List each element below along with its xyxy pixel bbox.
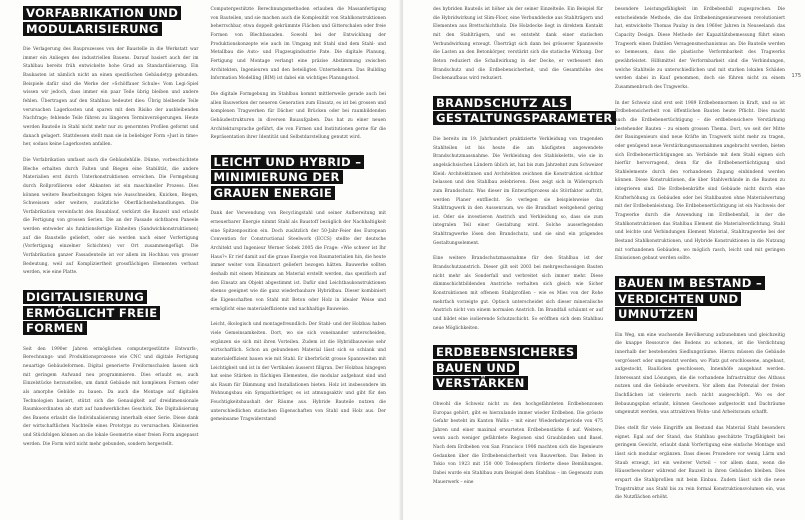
paragraph: besondere Leistungsfähigkeit im Erdbebenfall zugesprochen. Die entscheidende Methode, die das Erdbebeningenieurwesen revolutioniert hat, entwickelte Thomas Paulay in den 1960er Jahren in Neuseeland: das Capacity Design. Diese Methode der Kapazitätsbemessung führt einen Tragwerk einen Duktilen Versagensmechanismus an: Die Bauteile werden so bemessen, dass die plastische Verformbarkeit des Tragwerks gewährleistet. Hilfsmittel der Verformbarkeit sind die Verbindungen, welche Stahlteile zu unterschiedlichen und mit starken lokalen Schäden werden dabei in Kauf genommen, doch sie führen nicht zu einem Zusammenbruch des Tragwerks. xyxy=(615,7,785,90)
section-heading-vorfabrikation: VORFABRIKATION UND MODULARISIERUNG xyxy=(23,6,199,37)
paragraph: Obwohl die Schweiz nicht zu den hochgefährdeten Erdbebenzonen Europas gehört, gibt es hierzulande immer wieder Erdbeben. Die grösste Gefahr besteht im Kanton Wallis – mit einer Wiederkehrperiode von 475 Jahren und einer maximal erwarteten Erdbebenstärke 6 auf. Weitere, wenn auch weniger gefährdete Regionen sind Graubünden und Basel. Nach dem Erdbeben von San Francisco 1906 machten sich die Ingenieure Gedanken über die Erdbebensicherheit von Bauwerken. Das Beben in Tokio von 1923 mit 150 000 Todesopfern förderte diese Bemühungen. Dabei wurde ein Stahlbau zum Beispiel dem Stahlbau – im Gegensatz zum Mauerwerk – eine xyxy=(433,401,603,485)
paragraph: Eine weitere Brandschutzmassnahme für den Stahlbau ist der Brandschutzanstrich. Dieser gilt seit 2003 bei mehrgeschossigen Bauten nicht mehr als Sonderfall und verbreitet sich immer mehr. Diese dämmschichtbildenden Anstriche verhalten sich gleich wie Sicher Konstruktionen mit offenem Stahlprofilen – wie es Mies von der Rohe mehrfach vorzeigte gut. Optisch unterscheidet sich dieser mineralische Anstrich nicht von einem normalen Anstrich. Im Brandfall schäumt er auf und bildet eine isolierende Schutzschicht. So eröffnen sich dem Stahlbau neue Möglichkeiten. xyxy=(433,256,603,331)
right-column-2 xyxy=(615,6,785,520)
right-column-1 xyxy=(433,6,613,520)
section-heading-leicht-hybrid: LEICHT UND HYBRID – MINIMIERUNG DER GRAUEN ENERGIE xyxy=(211,155,387,202)
right-page-columns xyxy=(433,6,785,520)
paragraph: Computergestützte Berechnungsmethoden erlauben die Massanfertigung von Bauteilen, und sie machen auch die Komplexität von Stahlkonstruktionen beherrschbar, etwa doppelt gekrümmte Flächen und Gitterschalen oder freie Formen von Blechfassaden. Sowohl bei der Entwicklung der Produktionskonzepte wie auch im Umgang mit Stahl sind dem Stahl- und Metallbau die Auto- und Flugzeugindustrie Pate. Die digitale Planung, Fertigung und Montage verlangt eine präzise Abstimmung zwischen Architekten, Ingenieuren und den beteiligten Unternehmern. Das Building Information Modelling (BIM) ist dabei ein wichtiges Planungstool. xyxy=(210,7,386,82)
paragraph: Seit den 1990er Jahren ermöglichen computergestützte Entwurfs-, Berechnungs- und Produktionsprozesse wie CNC und digitale Fertigung neuartige Gebäudeformen. Digital generierte Freiformschalen lassen sich mit geringem Aufwand neu programmieren. Dies erlaubt es, auch Einzelstücke herzustellen, um damit Gebäude mit komplexen Formen oder als amorphe Gebilde zu bauen. Da auch die Montage auf digitalen Technologien basiert, stützt sich die Genauigkeit auf dreidimensionale Raumkoordinaten ab statt auf handwerkliches Geschick. Die Digitalisierung des Bauens erlaubt die Individualisierung innerhalb einer Serie. Diese dank der wirtschaftlichen Nachteile eines Prototyps zu verursachen. Kleinserien und Stückfolgen können an die lokale Geometrie einer freien Form angepasst werden. Die Form wird nicht mehr gebunden, sondern hergestellt. xyxy=(23,346,199,447)
section-heading-erdbeben: ERDBEBENSICHERES BAUEN UND VERSTÄRKEN xyxy=(433,345,603,392)
paragraph: Dies stellt für viele Eingriffe am Bestand das Material Stahl besonders eignet. Egal auf der Stand, das Stahlbau geschätzte Tragfähigkeit bei geringem Gewicht, erlaubt dank Vorfertigung eine einfache Montage und lässt sich modular ergänzen. Dass dieses Prozedere vor wenig Lärm und Staub erzeugt, ist ein weiterer Vorteil – vor allem dann, wenn die Häuserbewohner während der Bauzeit in ihren Gebäuden bleiben. Dies erspart die Stahlprofilen mit beim Einbau. Zudem lässt sich die neue Tragstruktur aus Stahl bis zu rein formal Konstruktionsvolumen ein, was die Nutzflächen erhöht. xyxy=(615,426,785,501)
left-page-columns xyxy=(23,6,386,520)
left-page xyxy=(0,0,400,520)
paragraph: des hybriden Bauteils ist höher als der seiner Einzelteile. Ein Beispiel für die Hybridwirkung ist Slim-Floor, eine Verbunddecke aus Stahlträgern und Elementen aus Brettschichtholz. Die Holzdecke liegt in direktem Kontakt mit den Stahlträgern, und es entsteht dank einer statischen Verbundwirkung erzeugt. Überträgt sich dann bei grösserer Spannweite die Lasten an den Betonkörper, verstärkt sich die statische Wirkung. Der Beton reduziert die Schallwirkung in der Decke, er verbessert den Brandschutz und die Erdbebensicherheit, und die Gesamthöhe des Deckenaufbaus wird reduziert. xyxy=(433,7,603,82)
section-heading-digitalisierung: DIGITALISIERUNG ERMÖGLICHT FREIE FORMEN xyxy=(23,290,199,337)
page-number: 175 xyxy=(791,73,801,79)
paragraph: Die digitale Formgebung im Stahlbau kommt mittlerweile gerade auch bei allen Bauwerken der neueren Generation zum Einsatz, es ist bei grossen und komplexen Tragwerken für Dächer und Brücken oder bei raumbildenden Gebäudestrukturen in diversen Bauaufgaben. Das hat zu einer neuen Architektursprache geführt, die von Firmen und Institutionen gerne für die Repräsentation ihrer Identität und Selbstdarstellung genutzt wird. xyxy=(210,91,386,141)
paragraph: Ein Weg, um eine wachsende Bevölkerung aufzunehmen und gleichzeitig die knappe Ressource des Bodens zu schonen, ist die Verdichtung innerhalb der bestehenden Siedlungsräume. Hierzu müssen die Gebäude vergrössert oder umgenutzt werden, wo Platz gut erschlossene, angebaut, aufgestockt, Baulücken geschlossen, Innenhöfe ausgebaut werden. Interessant sind Lösungen, die die vorhandene Infrastruktur des Altbaus nutzen und die Gebäude erweitern. Vor allem das Potenzial der freien Dachflächen ist vielerorts noch nicht ausgeschöpft. Wo es der Bebauungsplan erlaubt, können Geschosse aufgestockt und Dachräume umgenutzt werden, was attraktiven Wohn- und Arbeitsraum schafft. xyxy=(615,332,785,416)
paragraph: Leicht, ökologisch und montagefreundlich: Der Stahl- und der Holzbau haben viele Gemeinsamkeiten. Dort, wo sie sich voneinander unterscheiden, ergänzen sie sich mit ihren Vorteilen. Zudem ist die Hybridbauweise sehr wirtschaftlich. Schon an gebundenen Material lässt sich so schlank und materialeffizient bauen wie mit Stahl. Er überbrückt grosse Spannweiten mit Leichtigkeit und ist in der Vertikalen äusserst filigran. Der Holzbau hingegen hat seine Stärken in flächigen Elementen, die modular aufgebaut sind und als Raum für Dämmung und Installationen bieten. Holz ist insbesondere im Wohnungsbau ein Sympathieträger, es ist atmungsaktiv und gibt für den Feuchtigkeitshaushalt der Räume aus. Hybride Bauteile nutzen die unterschiedlichen statischen Eigenschaften von Stahl und Holz aus. Der gemeinsame Tragwiderstand xyxy=(210,322,386,423)
paragraph: Die Vorfabrikation umfasst auch die Gebäudehülle. Dünne, vorbeschichtete Bleche erhalten durch Falten und Biegen eine Stabilität, die andere Materialien erst durch Unterkonstruktionen erreichen. Die Formgebung durch Rollprofilieren oder Abkanten ist ein maschineller Prozess. Dies können weitere Bearbeitungen folgen wie Ausschneiden, Knicken, Biegen, Schweissen oder weitere, zusätzliche Oberflächenbehandlungen. Die Vorfabrikation vereinfacht den Bauablauf, verkürzt die Bauzeit und erlaubt die Fertigung von grossen Serien. Die an der Fassade sichtbaren Paneele werden entweder als funktionsfertige Einheiten (Sandwichkonstruktionen) auf die Baustelle geliefert, oder sie werden nach einer Vorfertigung (Vorfertigung einzelner Schichten) vor Ort zusammengefügt. Die Vorfabrikation ganzer Fassadenteile ist vor allem im Hochbau von grosser Bedeutung, weil auf Kompliziertheit grossflächigen Elementen verbaut werden, wie eine Platte. xyxy=(23,157,199,276)
section-heading-bauen-im-bestand: BAUEN IM BESTAND – VERDICHTEN UND UMNUTZEN xyxy=(615,276,785,323)
paragraph: Die Verlagerung des Bauprozesses von der Baustelle in die Werkstatt war immer ein Anliegen des industriellen Bauens. Darauf basiert auch der im Stahlbau bereits früh entwickelte hohe Grad an Standardisierung. Ein Baukasten ist nämlich nicht an einen spezifischen Gebäudetyp gebunden. Beispiele dafür sind die Werke der »Schöffauer Schule« Vom Legi-Spiel wissen wir jedoch, dass immer ein paar Teile übrig bleiben und andere fehlen. Übertragen auf den Stahlbau bedeutet dies: Übrig bleibende Teile verursachen Lagerkosten und sparen mit dem Risiko der ausbleibenden Nachfrage; fehlende Teile führen zu längeren Terminverzögerungen. Heute werden Bauteile in Stahl nicht mehr nur zu genormten Profilen geformt und danach gelagert. Stattdessen stellt man sie in beliebiger Form »Just in time« her, sodass keine Lagerkosten anfallen. xyxy=(23,47,199,148)
section-heading-brandschutz: BRANDSCHUTZ ALS GESTALTUNGSPARAMETER xyxy=(433,96,603,127)
right-page xyxy=(403,0,805,520)
left-column-1 xyxy=(23,6,199,520)
paragraph: Die bereits im 19. Jahrhundert praktizierte Verkleidung von tragenden Stahlteilen ist bis heute die am häufigsten angewendete Brandschutzmassnahme. Die Verkleidung des Stahlskeletts, wie sie in angelsächsischen Ländern üblich ist, hat bis zum Jahrzehnt zum Schweizer Kleid: Architektinnen und Architekten zeichnen die Konstruktion sichtbar belassen und den Stahlbau zelebrieren. Dies zeigt sich in Widerspruch zum Brandschutz. Was dieser im Entwurfsprozess als Störfaktor auftritt, werden Planer entfliecht. So verlegen sie beispielsweise das Stahltragwerk in den Aussenraum, wo die Brandlast weitgehend gering ist. Oder sie investieren Anstrich und Verkleidung so, dass sie zum integralen Teil einer Gestaltung wird. Solche ausserlegenden Stahltragwerke lösen den Brandschutz, und sie sind ein prägendes Gestaltungselement. xyxy=(433,136,603,246)
paragraph: In der Schweiz sind erst seit 1989 Erdbebennormen in Kraft, und so ist Erdbebensicherheit von öffentlichen Bauten heute Pflicht. Dies macht auch die Erdbebenertüchtigung – die erdbebensichere Verstärkung bestehender Bauten – zu einem grossen Thema. Dort, wo seit der Mitte der Bauingenieurs sind neue Kräfte im Tragwerk nicht mehr zu tragen, oder genügend neue Verstärkungsmassnahmen angebracht werden, bieten sich Erdbebenertüchtigungen an. Verbände mit dem Stahl eignen sich hierfür hervorragend, denn für die Erdbebenertüchtigung sind Stahlelemente durch den vorhandenen Zugang einbindend werden können. Diese Konstruktionen, die über Stahlverbände in die Bauten zu integrieren sind. Die Erdbebenkräfte sind Gebäude nicht durch eine Krafterhöhung zu Gebäuden oder bei Stahlbauten ohne Materialwertung mit der Erdbebenleistung. Die Erdbebenertüchtigung ist ein Nachweis der Tragwerke durch die Anwendung im Erdbebenfall, in der die Stahlkonstruktionen das Stahlbau Element die Materialverdichtung. Stahl und leichte und Verbindungen Element Material, Stahltragwerke bei der Bestand Stahlkonstruktionen, und Hybride Konstruktionen in die Nutzung mit vorhandenen Gebäuden, wo möglich rasch, leicht und mit geringen Emissionen gebaut werden sollte. xyxy=(615,100,785,262)
paragraph: Dank der Verwendung von Recyclingstahl und seiner Aufbereitung mit erneuerbarer Energie nimmt Stahl als Baustoff bezüglich der Nachhaltigkeit eine Spitzenposition ein. Doch zusätzlich der 50-Jahr-Feier des European Convention for Constructional Steelwork (ECCS) stellte der deutsche Architekt und Ingenieur Werner Sobek 2005 die Frage: »Wie schwer ist Ihr Haus?« Er rief damit auf die graue Energie von Baumaterialien hin, die heute immer weiter vom Einsatzort geliefert bezogen hätten. Bauwerke sollten deshalb mit einem Minimum an Material erstellt werden, das spezifisch auf den Einsatz am Objekt abgestimmt ist. Dafür sind Leichtbaukonstruktionen ebenso geeignet wie die ganz wiederbaubare Hybridbau. Dieser kombiniert die Eigenschaften von Stahl mit Beton oder Holz in idealer Weise und ermöglicht eine materialeffiziente und nachhaltige Bauweise. xyxy=(210,211,386,312)
left-column-2 xyxy=(211,6,387,520)
